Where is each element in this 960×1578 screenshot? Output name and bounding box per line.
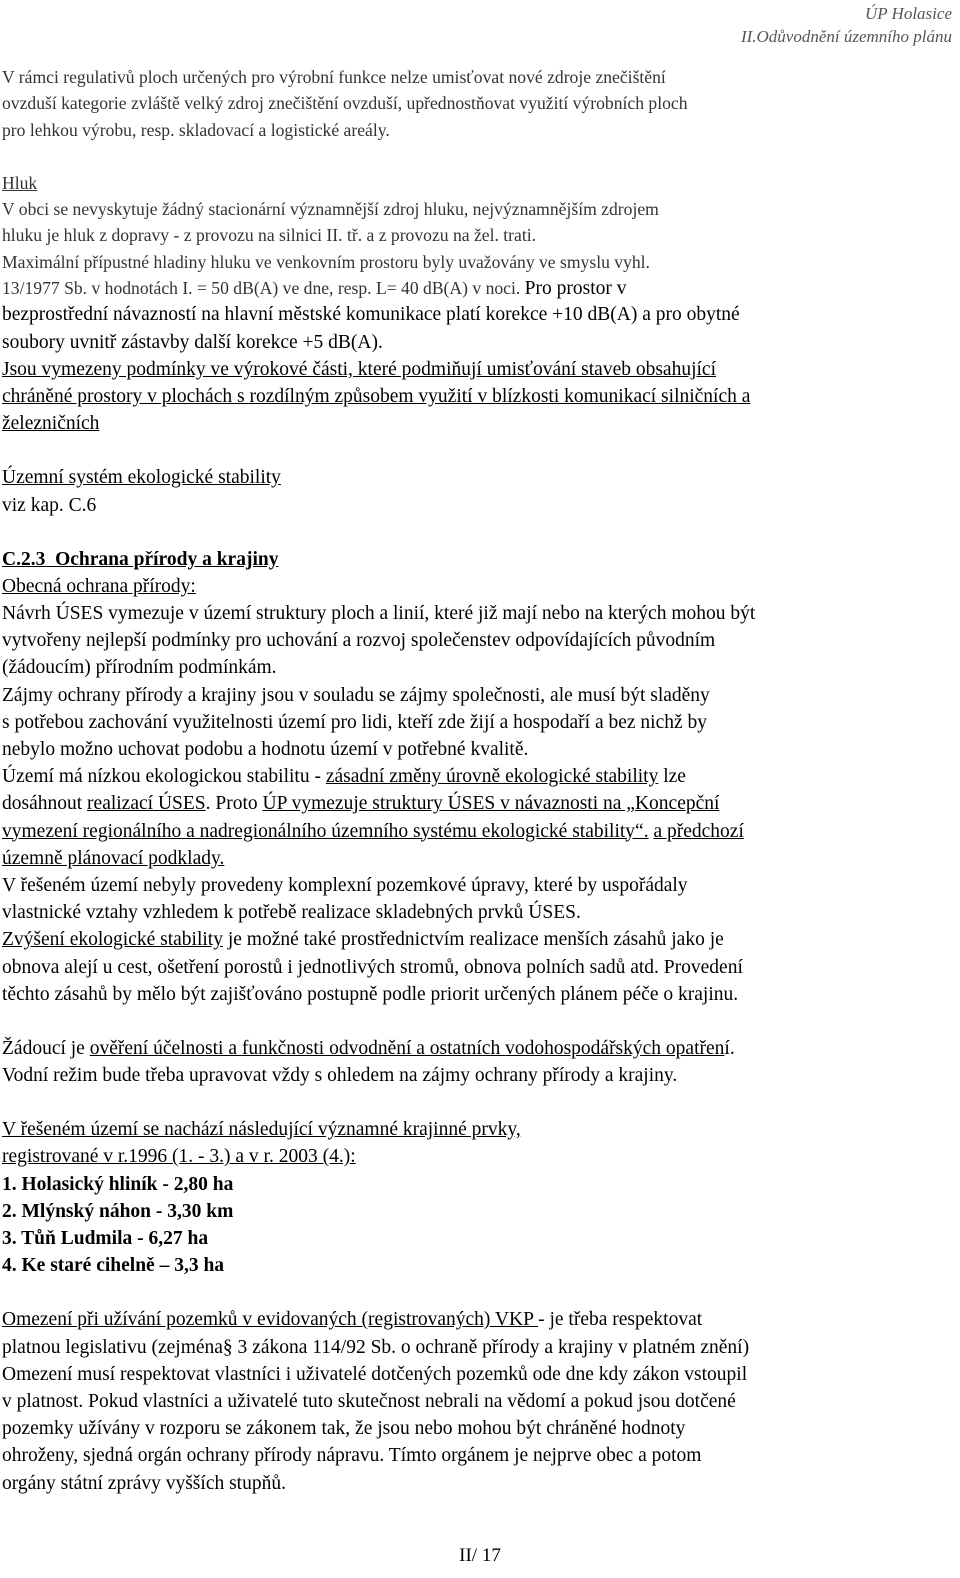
- text-line: [2, 275, 952, 301]
- text-span: je možné také prostřednictvím realizace menších zásahů jako je: [222, 929, 724, 951]
- text-line: ovzduší kategorie zvláště velký zdroj znečištění ovzduší, upřednostňovat využití výrobních ploch: [2, 93, 688, 114]
- text-span: Žádoucí je: [2, 1037, 90, 1059]
- text-line: (žádoucím) přírodním podmínkám.: [2, 657, 277, 679]
- text-span: a předchozí: [653, 820, 744, 842]
- text-line: soubory uvnitř zástavby další korekce +5 dB(A).: [2, 331, 383, 353]
- text-span: Zvýšení ekologické stability: [2, 929, 223, 951]
- text-span: zásadní změny úrovně ekologické stability: [325, 766, 659, 788]
- text-line: územně plánovací podklady.: [2, 847, 225, 869]
- text-line: obnova alejí u cest, ošetření porostů i jednotlivých stromů, obnova polních sadů atd. Provedení: [2, 956, 743, 978]
- text-line: Vodní režim bude třeba upravovat vždy s ohledem na zájmy ochrany přírody a krajiny.: [2, 1065, 678, 1087]
- text-line: [2, 763, 952, 790]
- text-line: bezprostřední návazností na hlavní městské komunikace platí korekce +10 dB(A) a pro obytné: [2, 304, 740, 326]
- text-line: V řešeném území nebyly provedeny komplexní pozemkové úpravy, které by uspořádaly: [2, 874, 688, 896]
- text-line: těchto zásahů by mělo být zajišťováno postupně podle priorit určených plánem péče o krajinu.: [2, 983, 739, 1005]
- list-item: 3. Tůň Ludmila - 6,27 ha: [2, 1228, 209, 1249]
- text-line: Omezení musí respektovat vlastníci i uživatelé dotčených pozemků ode dne kdy zákon vstoupil: [2, 1363, 748, 1385]
- text-line: V obci se nevyskytuje žádný stacionární významnější zdroj hluku, nejvýznamnějším zdrojem: [2, 199, 659, 220]
- text-span: Omezení při užívání pozemků v evidovaných (registrovaných) VKP: [2, 1309, 539, 1331]
- text-line: Zájmy ochrany přírody a krajiny jsou v souladu se zájmy společnosti, ale musí být sladěny: [2, 684, 710, 706]
- spacer: [2, 437, 952, 464]
- header-title: ÚP Holasice: [864, 4, 952, 23]
- section-title: Ochrana přírody a krajiny: [55, 548, 279, 570]
- spacer: [2, 519, 952, 546]
- text-span: - je třeba respektovat: [538, 1309, 703, 1331]
- text-line: nebylo možno uchovat podobu a hodnotu území v potřebné kvalitě.: [2, 739, 529, 760]
- text-span: . Proto: [205, 793, 263, 815]
- page-footer: [0, 1545, 960, 1567]
- text-line: vytvořeny nejlepší podmínky pro uchování a rozvoj společenstev odpovídajících původním: [2, 630, 716, 652]
- text-span: realizací ÚSES: [87, 793, 206, 815]
- text-line: s potřebou zachování využitelnosti území pro lidi, kteří zde žijí a hospodaří a bez nichž by: [2, 711, 708, 733]
- text-line: v platnost. Pokud vlastníci a uživatelé tuto skutečnost nebrali na vědomí a pokud jsou dotčené: [2, 1390, 736, 1412]
- list-item: 2. Mlýnský náhon - 3,30 km: [2, 1200, 234, 1222]
- spacer: [2, 143, 952, 170]
- text-line: Návrh ÚSES vymezuje v území struktury ploch a linií, které již mají nebo na kterých mohou být: [2, 603, 756, 625]
- text-line: [2, 1035, 952, 1062]
- uses-heading: Územní systém ekologické stability: [2, 467, 281, 489]
- spacer: [2, 1008, 952, 1035]
- page-number: II/ 17: [459, 1545, 501, 1566]
- text-line: [2, 926, 952, 953]
- text-line: ohroženy, sjedná orgán ochrany přírody nápravu. Tímto orgánem je nejprve obec a potom: [2, 1445, 702, 1467]
- text-line: [2, 1306, 952, 1333]
- list-item: 4. Ke staré cihelně – 3,3 ha: [2, 1255, 225, 1277]
- spacer: [2, 1089, 952, 1116]
- text-span: Pro prostor v: [524, 278, 627, 300]
- header-subtitle: II.Odůvodnění územního plánu: [740, 27, 952, 46]
- section-heading: [2, 546, 952, 573]
- text-line: orgány státní zprávy vyšších stupňů.: [2, 1472, 286, 1494]
- text-span: dosáhnout: [2, 793, 88, 815]
- hluk-heading: Hluk: [2, 172, 38, 193]
- text-line: železničních: [2, 413, 100, 435]
- text-span: 13/1977 Sb. v hodnotách I. = 50 dB(A) ve dne, resp. L= 40 dB(A) v noci.: [2, 278, 521, 299]
- subheading: Obecná ochrana přírody:: [2, 575, 196, 597]
- text-line: platnou legislativu (zejména§ 3 zákona 114/92 Sb. o ochraně přírody a krajiny v platném znění): [2, 1336, 750, 1358]
- text-span: ÚP vymezuje struktury ÚSES v návaznosti na „Koncepční: [262, 793, 720, 815]
- text-line: [2, 818, 952, 845]
- text-line: Jsou vymezeny podmínky ve výrokové části, které podmiňují umisťování staveb obsahující: [2, 358, 716, 380]
- text-line: hluku je hluk z dopravy - z provozu na silnici II. tř. a z provozu na žel. trati.: [2, 225, 536, 246]
- text-line: Maximální přípustné hladiny hluku ve venkovním prostoru byly uvažovány ve smyslu vyhl.: [2, 251, 650, 272]
- text-line: vlastnické vztahy vzhledem k potřebě realizace skladebných prvků ÚSES.: [2, 902, 581, 924]
- list-item: 1. Holasický hliník - 2,80 ha: [2, 1173, 234, 1195]
- text-span: vymezení regionálního a nadregionálního územního systému ekologické stability“.: [2, 820, 649, 842]
- document-body: [2, 64, 952, 1497]
- text-line: [2, 790, 952, 817]
- text-line: pozemky užívány v rozporu se zákonem tak, že jsou nebo mohou být chráněné hodnoty: [2, 1418, 686, 1440]
- text-span: í.: [724, 1037, 735, 1059]
- spacer: [2, 1279, 952, 1306]
- text-span: lze: [658, 766, 686, 788]
- text-span: ověření účelnosti a funkčnosti odvodnění a ostatních vodohospodářských opatřen: [89, 1037, 725, 1059]
- text-line: V rámci regulativů ploch určených pro výrobní funkce nelze umisťovat nové zdroje znečištění: [2, 67, 666, 87]
- text-line: chráněné prostory v plochách s rozdílným způsobem využití v blízkosti komunikací silničních a: [2, 385, 751, 407]
- text-span: Území má nízkou ekologickou stabilitu -: [2, 766, 326, 788]
- section-number: C.2.3: [2, 548, 46, 570]
- vkp-heading: registrované v r.1996 (1. - 3.) a v r. 2003 (4.):: [2, 1146, 356, 1168]
- page-header: [741, 2, 952, 48]
- vkp-heading: V řešeném území se nachází následující významné krajinné prvky,: [2, 1119, 521, 1141]
- text-line: pro lehkou výrobu, resp. skladovací a logistické areály.: [2, 119, 390, 140]
- text-line: viz kap. C.6: [2, 494, 97, 516]
